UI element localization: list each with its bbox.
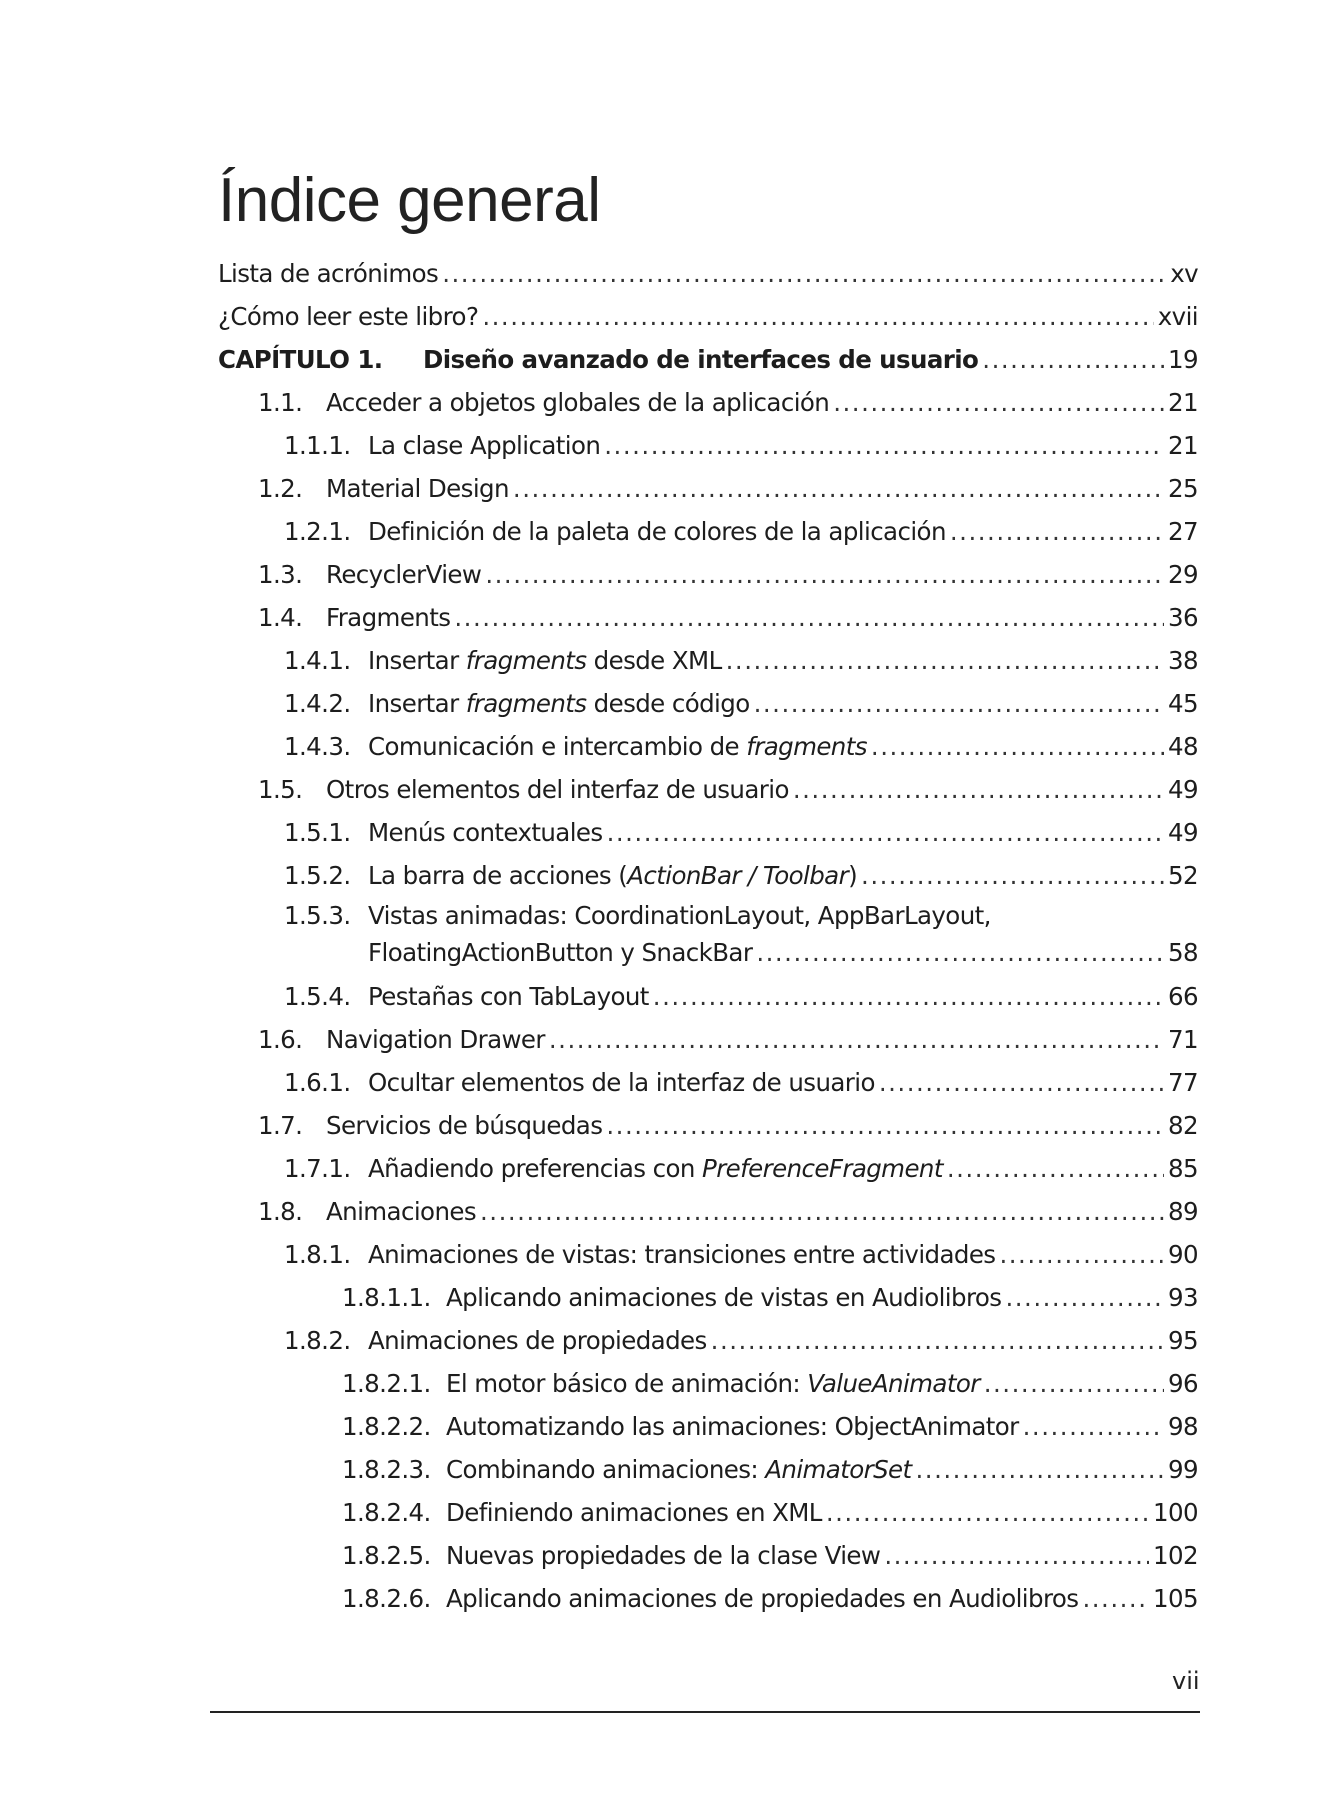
dot-leader	[1023, 1405, 1164, 1448]
toc-entry-1-4-1[interactable]	[218, 639, 1198, 682]
toc-entry-1-1-1[interactable]	[218, 424, 1198, 467]
toc-entry-text	[446, 1448, 912, 1491]
toc-entry-acronyms[interactable]	[218, 252, 1198, 295]
toc-entry-1-8-2-1[interactable]	[218, 1362, 1198, 1405]
dot-leader	[999, 1233, 1164, 1276]
toc-text-italic: fragments	[465, 646, 587, 675]
toc-page-number: 19	[1168, 345, 1198, 374]
toc-entry-text: Aplicando animaciones de propiedades en Audiolibros	[446, 1584, 1079, 1613]
toc-entry-text: Fragments	[326, 603, 451, 632]
toc-entry-text: Navigation Drawer	[326, 1025, 545, 1054]
toc-page-number: 98	[1168, 1412, 1198, 1441]
toc-text-part: El motor básico de animación:	[446, 1369, 808, 1398]
toc-page-number: 100	[1153, 1498, 1198, 1527]
toc-page-number: 27	[1168, 517, 1198, 546]
toc-section-number: 1.8.1.1.	[342, 1283, 431, 1312]
toc-page-number: 99	[1168, 1455, 1198, 1484]
toc-chapter-1[interactable]	[218, 338, 1198, 381]
toc-page-number: 52	[1168, 861, 1198, 890]
toc-section-number: 1.2.	[258, 474, 303, 503]
toc-entry-text: Nuevas propiedades de la clase View	[446, 1541, 881, 1570]
toc-entry-text: Ocultar elementos de la interfaz de usuario	[368, 1068, 875, 1097]
toc-entry-1-3[interactable]	[218, 553, 1198, 596]
toc-page-number: 48	[1168, 732, 1198, 761]
dot-leader	[711, 1319, 1164, 1362]
toc-page-number: 95	[1168, 1326, 1198, 1355]
toc-section-number: 1.6.	[258, 1025, 303, 1054]
dot-leader	[1005, 1276, 1164, 1319]
toc-entry-text: Definición de la paleta de colores de la aplicación	[368, 517, 946, 546]
toc-page-number: 21	[1168, 388, 1198, 417]
toc-text-italic: fragments	[465, 689, 587, 718]
toc-entry-text	[446, 1362, 980, 1405]
toc-page-number: 93	[1168, 1283, 1198, 1312]
toc-entry-1-4-3[interactable]	[218, 725, 1198, 768]
toc-entry-text: Animaciones de vistas: transiciones entre actividades	[368, 1240, 996, 1269]
toc-section-number: 1.6.1.	[284, 1068, 351, 1097]
toc-entry-1-4[interactable]	[218, 596, 1198, 639]
toc-section-number: 1.5.2.	[284, 861, 351, 890]
toc-entry-1-8-2[interactable]	[218, 1319, 1198, 1362]
dot-leader	[607, 811, 1164, 854]
toc-entry-text: RecyclerView	[326, 560, 482, 589]
dot-leader	[726, 639, 1164, 682]
toc-page-number: 90	[1168, 1240, 1198, 1269]
dot-leader	[485, 553, 1164, 596]
toc-entry-text: ¿Cómo leer este libro?	[218, 302, 479, 331]
toc-entry-1-8-2-5[interactable]	[218, 1534, 1198, 1577]
toc-text-italic: PreferenceFragment	[702, 1154, 943, 1183]
toc-text-part: desde código	[586, 689, 750, 718]
toc-page-number: 82	[1168, 1111, 1198, 1140]
toc-page-number: xvii	[1157, 302, 1198, 331]
toc-section-number: 1.8.2.1.	[342, 1369, 431, 1398]
toc-entry-text	[368, 682, 750, 725]
toc-page-number: xv	[1170, 259, 1198, 288]
toc-page-number: 89	[1168, 1197, 1198, 1226]
toc-entry-1-8-2-6[interactable]	[218, 1577, 1198, 1620]
toc-section-number: 1.4.2.	[284, 689, 351, 718]
toc-section-number: 1.2.1.	[284, 517, 351, 546]
page-number: vii	[1172, 1667, 1200, 1695]
dot-leader	[549, 1018, 1164, 1061]
toc-section-number: 1.3.	[258, 560, 303, 589]
toc-text-italic: ValueAnimator	[807, 1369, 980, 1398]
toc-page-number: 71	[1168, 1025, 1198, 1054]
toc-section-number: 1.8.2.5.	[342, 1541, 431, 1570]
dot-leader	[879, 1061, 1164, 1104]
dot-leader	[482, 295, 1153, 338]
toc-page-number: 58	[1168, 938, 1198, 967]
toc-section-number: 1.8.2.2.	[342, 1412, 431, 1441]
toc-entry-text: Servicios de búsquedas	[326, 1111, 603, 1140]
toc-text-part: Añadiendo preferencias con	[368, 1154, 703, 1183]
toc-entry-line	[284, 897, 1198, 934]
dot-leader	[454, 596, 1164, 639]
toc-entry-1-5-4[interactable]	[218, 975, 1198, 1018]
toc-text-part: )	[848, 861, 858, 890]
toc-section-number: 1.8.2.4.	[342, 1498, 431, 1527]
toc-entry-1-1[interactable]	[218, 381, 1198, 424]
toc-section-number: 1.8.2.6.	[342, 1584, 431, 1613]
table-of-contents	[218, 252, 1198, 1620]
toc-chapter-number: CAPÍTULO 1.	[218, 345, 383, 374]
toc-entry-1-8-2-3[interactable]	[218, 1448, 1198, 1491]
toc-page-number: 49	[1168, 818, 1198, 847]
toc-section-number: 1.5.	[258, 775, 303, 804]
toc-entry-text: Animaciones	[326, 1197, 477, 1226]
toc-text-part: Insertar	[368, 646, 466, 675]
toc-text-italic: AnimatorSet	[765, 1455, 912, 1484]
toc-section-number: 1.7.1.	[284, 1154, 351, 1183]
dot-leader	[950, 510, 1164, 553]
dot-leader	[653, 975, 1164, 1018]
toc-entry-1-2[interactable]	[218, 467, 1198, 510]
toc-entry-text: Automatizando las animaciones: ObjectAnimator	[446, 1412, 1019, 1441]
toc-section-number: 1.8.2.	[284, 1326, 351, 1355]
toc-entry-1-2-1[interactable]	[218, 510, 1198, 553]
toc-entry-1-6-1[interactable]	[218, 1061, 1198, 1104]
toc-text-part: La barra de acciones (	[368, 861, 628, 890]
toc-entry-1-6[interactable]	[218, 1018, 1198, 1061]
toc-entry-text: Animaciones de propiedades	[368, 1326, 707, 1355]
toc-page-number: 77	[1168, 1068, 1198, 1097]
dot-leader	[833, 381, 1164, 424]
dot-leader	[916, 1448, 1165, 1491]
toc-section-number: 1.5.3.	[284, 901, 351, 930]
toc-section-number: 1.1.1.	[284, 431, 351, 460]
toc-entry-text	[368, 854, 857, 897]
toc-page-number: 45	[1168, 689, 1198, 718]
dot-leader	[480, 1190, 1164, 1233]
toc-entry-1-8[interactable]	[218, 1190, 1198, 1233]
toc-page-number: 38	[1168, 646, 1198, 675]
dot-leader	[756, 934, 1164, 971]
toc-text-part: desde XML	[586, 646, 722, 675]
dot-leader	[861, 854, 1164, 897]
toc-text-italic: fragments	[746, 732, 867, 761]
toc-entry-text: Vistas animadas: CoordinationLayout, AppBarLayout,	[368, 901, 991, 930]
toc-section-number: 1.5.4.	[284, 982, 351, 1011]
page-title: Índice general	[218, 166, 601, 235]
dot-leader	[826, 1491, 1149, 1534]
toc-entry-1-5-3[interactable]	[218, 897, 1198, 975]
dot-leader	[871, 725, 1164, 768]
toc-entry-1-7[interactable]	[218, 1104, 1198, 1147]
toc-entry-text: Pestañas con TabLayout	[368, 982, 649, 1011]
toc-entry-text: Diseño avanzado de interfaces de usuario	[423, 345, 979, 374]
toc-section-number: 1.5.1.	[284, 818, 351, 847]
toc-page-number: 21	[1168, 431, 1198, 460]
dot-leader	[982, 338, 1164, 381]
toc-page-number: 49	[1168, 775, 1198, 804]
toc-entry-text: La clase Application	[368, 431, 601, 460]
toc-page-number: 96	[1168, 1369, 1198, 1398]
toc-entry-1-5-2[interactable]	[218, 854, 1198, 897]
toc-page-number: 36	[1168, 603, 1198, 632]
toc-entry-1-4-2[interactable]	[218, 682, 1198, 725]
toc-section-number: 1.8.2.3.	[342, 1455, 431, 1484]
dot-leader	[513, 467, 1164, 510]
dot-leader	[947, 1147, 1164, 1190]
toc-section-number: 1.8.	[258, 1197, 303, 1226]
footer-rule	[210, 1711, 1200, 1713]
toc-section-number: 1.4.	[258, 603, 303, 632]
toc-entry-text	[368, 639, 722, 682]
toc-entry-text: Otros elementos del interfaz de usuario	[326, 775, 789, 804]
dot-leader	[984, 1362, 1164, 1405]
toc-text-italic: ActionBar / Toolbar	[627, 861, 849, 890]
toc-text-part: Combinando animaciones:	[446, 1455, 766, 1484]
toc-entry-1-5-1[interactable]	[218, 811, 1198, 854]
toc-entry-1-8-2-2[interactable]	[218, 1405, 1198, 1448]
toc-entry-1-8-1-1[interactable]	[218, 1276, 1198, 1319]
toc-page-number: 105	[1153, 1584, 1198, 1613]
dot-leader	[1082, 1577, 1149, 1620]
toc-section-number: 1.8.1.	[284, 1240, 351, 1269]
toc-section-number: 1.4.1.	[284, 646, 351, 675]
toc-page-number: 102	[1153, 1541, 1198, 1570]
toc-entry-text: Material Design	[326, 474, 509, 503]
toc-page-number: 29	[1168, 560, 1198, 589]
toc-text-part: Comunicación e intercambio de	[368, 732, 747, 761]
dot-leader	[606, 1104, 1164, 1147]
toc-entry-line	[284, 934, 1198, 971]
toc-entry-1-5[interactable]	[218, 768, 1198, 811]
toc-entry-how-to-read[interactable]	[218, 295, 1198, 338]
toc-section-number: 1.7.	[258, 1111, 303, 1140]
dot-leader	[884, 1534, 1149, 1577]
toc-entry-1-8-2-4[interactable]	[218, 1491, 1198, 1534]
toc-page-number: 85	[1168, 1154, 1198, 1183]
toc-entry-text: FloatingActionButton y SnackBar	[368, 938, 753, 967]
toc-entry-text: Lista de acrónimos	[218, 259, 439, 288]
toc-entry-text: Acceder a objetos globales de la aplicación	[326, 388, 830, 417]
toc-entry-text	[368, 725, 867, 768]
toc-page-number: 66	[1168, 982, 1198, 1011]
dot-leader	[754, 682, 1164, 725]
toc-entry-text: Definiendo animaciones en XML	[446, 1498, 822, 1527]
dot-leader	[442, 252, 1166, 295]
dot-leader	[793, 768, 1164, 811]
toc-section-number: 1.4.3.	[284, 732, 351, 761]
dot-leader	[604, 424, 1164, 467]
toc-entry-1-7-1[interactable]	[218, 1147, 1198, 1190]
toc-entry-text	[368, 1147, 943, 1190]
toc-text-part: Insertar	[368, 689, 466, 718]
toc-section-number: 1.1.	[258, 388, 303, 417]
toc-entry-1-8-1[interactable]	[218, 1233, 1198, 1276]
toc-page-number: 25	[1168, 474, 1198, 503]
toc-entry-text: Aplicando animaciones de vistas en Audiolibros	[446, 1283, 1002, 1312]
toc-entry-text: Menús contextuales	[368, 818, 603, 847]
